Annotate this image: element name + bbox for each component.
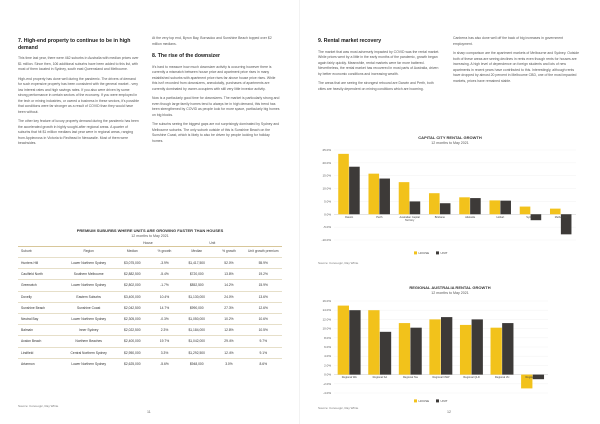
column-header-unit-median: Median [191, 249, 203, 254]
bar-unit [410, 201, 421, 214]
x-tick-label: Regional Vic [494, 376, 510, 380]
y-tick-label: 4.0% [324, 354, 331, 359]
cell-house-median: $2,802,000 [124, 283, 141, 288]
cell-region: Lower Northern Sydney [71, 283, 106, 288]
bar-house [460, 325, 471, 375]
cell-unit-median: $990,000 [189, 305, 204, 310]
cell-house-growth: 10.4% [159, 294, 170, 299]
y-tick-label: 10.0% [322, 326, 331, 331]
x-tick-label: Regional SA [372, 376, 388, 380]
cell-unit-median: $1,042,000 [188, 339, 205, 344]
legend-label-unit: UNIT [440, 399, 448, 403]
bar-house [489, 200, 500, 214]
bar-unit [440, 203, 451, 214]
column-header-house-growth: % growth [157, 249, 172, 254]
table-body [18, 258, 282, 369]
column-header-unit-premium: Unit growth premium [248, 249, 279, 254]
bar-house [399, 182, 410, 214]
page-number-right: 12 [447, 410, 451, 414]
page-number-left: 11 [147, 410, 151, 414]
cell-unit-premium: 12.6% [258, 305, 268, 310]
cell-suburb: Neutral Bay [21, 317, 39, 322]
cell-unit-growth: 14.2% [224, 283, 234, 288]
group-unit-label: Unit [180, 240, 244, 247]
cell-house-growth: 3.3% [160, 350, 169, 355]
y-tick-label: 14.0% [322, 308, 331, 313]
cell-unit-median: $1,292,500 [188, 350, 205, 355]
cell-region: Sunshine Coast [77, 305, 101, 310]
legend-swatch-unit [436, 251, 439, 254]
x-tick-label: Hobart [496, 215, 505, 219]
y-tick-label: 0.0% [324, 212, 331, 217]
cell-house-growth: -3.9% [160, 261, 169, 266]
section-7-column [18, 38, 140, 151]
section-9-paragraph-1: The market that was most adversely impacted by COVID was the rental market. While prices went by a little in the early months of the pandemic, growth began again fairly quickly. Meanwhile, rental markets were far more battered. Nevertheless, the rental market has recovered in most parts of Australia, driven by better economic conditions and increasing wealth. [318, 49, 440, 76]
cell-house-median: $2,022,500 [124, 328, 141, 333]
regional-chart-subtitle: 12 months to May 2021 [431, 290, 469, 295]
cell-house-growth: -1.7% [160, 283, 169, 288]
cell-region: Lower Northern Sydney [71, 361, 106, 366]
bar-house [429, 319, 440, 374]
cell-unit-premium: 13.6% [258, 294, 268, 299]
cell-house-median: $2,042,500 [124, 305, 141, 310]
y-tick-label: 0.0% [324, 372, 331, 377]
capital-chart-subtitle: 12 months to May 2021 [431, 140, 469, 145]
y-tick-label: 5.0% [324, 199, 331, 204]
cell-unit-growth: 12.4% [224, 350, 234, 355]
section-7-paragraph-3: The other key feature of luxury property demand during the pandemic has been the accelerated growth in highly sought-after regional areas. A quarter of suburbs that hit $1 million medians last year were in regional areas, ranging from Applecross in Victoria to Redhead in Newcastle. Most of them were beachsides. [18, 119, 139, 146]
section-7-heading: 7. High-end property to continue to be in high demand [18, 38, 131, 51]
cell-suburb: Hunters Hill [21, 261, 39, 266]
bar-house [368, 174, 379, 215]
capital-city-rental-growth-chart [318, 146, 582, 258]
x-tick-label: Sydney [526, 215, 535, 219]
section-7-paragraph-1: This time last year, there were 462 suburbs in Australia with median prices over $1 million. Since then, 106 additional suburbs have been added to this list, with most of them located in Sydney, south east Queensland and Melbourne. [18, 56, 139, 72]
group-house-label: House [116, 240, 180, 247]
regional-australia-rental-growth-chart [318, 297, 582, 403]
cell-unit-growth: 3.0% [225, 361, 233, 366]
y-tick-label: 8.0% [324, 335, 331, 340]
cell-house-growth: 14.7% [159, 305, 170, 310]
x-tick-label: Perth [376, 215, 383, 219]
legend-label-house: HOUSE [418, 251, 430, 255]
cell-suburb: Artarmon [21, 361, 35, 366]
bar-unit [500, 201, 511, 215]
cell-house-growth: -5.6% [160, 361, 169, 366]
cell-region: Southern Melbourne [73, 272, 104, 277]
y-tick-label: 16.0% [322, 299, 331, 303]
bar-unit [470, 198, 481, 214]
cell-house-median: $3,075,000 [124, 261, 141, 266]
cell-unit-growth: 27.3% [224, 305, 234, 310]
cell-house-median: $2,400,000 [124, 339, 141, 344]
cell-region: Central Northern Sydney [70, 350, 107, 355]
table-row [18, 302, 282, 313]
bar-unit [502, 323, 513, 375]
x-tick-label: Australian Capital Territory [399, 215, 420, 222]
cell-house-median: $2,625,000 [124, 361, 141, 366]
cell-house-growth: -0.3% [160, 317, 169, 322]
table-row [18, 325, 282, 336]
section-8-paragraph-2: Now is a particularly good time for downsizers. The market is particularly strong and even though large family homes tend to always be in high demand, this trend has been strengthened by COVID as people look for more space, particularly big homes on big blocks. [152, 96, 280, 117]
regional-chart-source: Source: CoreLogic, Ray White [318, 406, 359, 410]
section-9-paragraph-2: The areas that are seeing the strongest rebound are Darwin and Perth, both cities are heavily dependent on mining conditions which are booming. [318, 81, 434, 91]
table-header-row [18, 247, 282, 258]
y-tick-label: -10.0% [321, 238, 331, 242]
table-subtitle: 12 months to May 2021 [131, 233, 169, 238]
cell-suburb: Avalon Beach [21, 339, 42, 344]
cell-unit-median: $1,130,000 [188, 294, 205, 299]
bar-house [520, 207, 531, 215]
x-tick-label: Regional Tas [402, 376, 418, 380]
cell-unit-premium: 9.1% [259, 350, 268, 355]
capital-chart-title: CAPITAL CITY RENTAL GROWTH [418, 135, 482, 140]
cell-suburb: Caulfield North [21, 272, 43, 277]
bar-house [491, 328, 502, 375]
bar-house [399, 323, 410, 375]
cell-region: Lower Northern Sydney [71, 317, 106, 322]
x-tick-label: Regional WA [341, 376, 357, 380]
cell-unit-growth: 13.8% [224, 272, 234, 277]
bar-unit [441, 317, 452, 375]
cell-region: Eastern Suburbs [76, 294, 101, 299]
y-tick-label: 25.0% [322, 148, 331, 152]
table-row [18, 313, 282, 324]
section-8-paragraph-3: The suburbs seeing the biggest gaps are not surprisingly dominated by Sydney and Melbourne suburbs. The only suburb outside of this is Sunshine Beach on the Sunshine Coast, which is likely to also be driven by people looking for holiday homes. [152, 122, 280, 143]
premium-suburbs-table [18, 240, 282, 369]
section-9-paragraph-continued: Canberra has also done well off the back of big increases in government employment. [453, 36, 564, 46]
cell-house-median: $3,400,000 [124, 294, 141, 299]
capital-chart-source: Source: CoreLogic, Ray White [318, 261, 359, 265]
cell-house-growth: 2.3% [160, 328, 169, 333]
legend-swatch-house [414, 399, 417, 402]
table-title: PREMIUM SUBURBS WHERE UNITS ARE GROWING FASTER THAN HOUSES [76, 228, 224, 233]
section-9-heading: 9. Rental market recovery [318, 38, 382, 44]
bar-house [550, 209, 561, 215]
cell-suburb: Sunshine Beach [21, 305, 46, 310]
cell-unit-growth: 10.2% [224, 317, 234, 322]
cell-unit-growth: 12.8% [224, 328, 234, 333]
y-tick-label: -4.0% [323, 391, 331, 395]
x-tick-label: Brisbane [434, 215, 445, 219]
table-row [18, 258, 282, 269]
bar-unit [472, 319, 483, 374]
bar-house [368, 310, 379, 374]
cell-unit-median: $720,000 [189, 272, 204, 277]
cell-unit-median: $852,500 [189, 283, 204, 288]
cell-unit-median: $948,000 [189, 361, 204, 366]
table-row [18, 358, 282, 369]
right-page [300, 0, 600, 424]
cell-house-growth: 19.7% [159, 339, 170, 344]
bar-unit [349, 310, 360, 374]
cell-unit-premium: 10.6% [258, 317, 268, 322]
cell-house-median: $2,950,000 [124, 350, 141, 355]
cell-suburb: Balmain [21, 328, 33, 333]
bar-house [338, 306, 349, 375]
section-7-paragraph-2: High-end property has done well during the pandemic. The drivers of demand for such expensive property has been consistent with the general market - very low interest rates and high savings rates. If you also were driven by some strong performance in certain sectors of the economy. If you were employed in the tech or mining industries, or owned a business in these sectors, it's possible that conditions were far stronger as a result of COVID than they would have been without. [18, 76, 140, 114]
regional-chart-title: REGIONAL AUSTRALIA RENTAL GROWTH [409, 285, 491, 290]
section-8-column [152, 36, 280, 148]
cell-region: Northern Beaches [75, 339, 102, 344]
bar-unit [410, 328, 421, 375]
table-source: Source: CoreLogic, Ray White [18, 404, 59, 408]
cell-unit-premium: 19.2% [258, 272, 268, 277]
table-row [18, 269, 282, 280]
x-tick-label: Darwin [345, 215, 354, 219]
table-row [18, 347, 282, 358]
x-tick-label: Melbourne [554, 215, 568, 219]
cell-unit-median: $1,050,000 [188, 317, 205, 322]
table-row [18, 291, 282, 302]
cell-unit-growth: 24.0% [224, 294, 234, 299]
bar-unit [380, 332, 391, 375]
cell-unit-premium: 8.6% [259, 361, 268, 366]
table-row [18, 280, 282, 291]
cell-region: Inner Sydney [78, 328, 99, 333]
column-header-region: Region [83, 249, 94, 254]
column-header-house-median: Median [126, 249, 138, 254]
cell-suburb: Lindfield [21, 350, 34, 355]
bar-unit [379, 179, 390, 215]
cell-unit-premium: 55.9% [258, 261, 268, 266]
y-tick-label: 2.0% [324, 363, 331, 368]
legend-swatch-unit [436, 399, 439, 402]
section-8-heading: 8. The rise of the downsizer [152, 53, 221, 60]
cell-unit-premium: 9.7% [259, 339, 268, 344]
y-tick-label: 20.0% [322, 160, 331, 165]
bar-unit [349, 167, 360, 215]
bar-house [429, 193, 440, 214]
x-tick-label: Adelaide [465, 215, 476, 219]
cell-house-growth: -5.4% [160, 272, 169, 277]
section-9-column-2 [453, 36, 581, 88]
section-7-paragraph-continued: At the very top end, Byron Bay, Bornadoo and Sunshine Beach topped over $2 million medians. [152, 36, 272, 46]
y-tick-label: 15.0% [322, 173, 331, 178]
cell-region: Lower Northern Sydney [71, 261, 106, 266]
cell-unit-median: $1,417,500 [188, 261, 205, 266]
section-8-paragraph-1: It's hard to measure how much downsizer activity is occurring however there is currently a mismatch between house price and apartment price rises in many established suburbs with apartment price rises far above house price rises. While this isn't recorded from downsizers, anecdotally, purchases of apartments are currently dominated by owner-occupiers with still very little investor activity. [152, 64, 276, 91]
section-9-column [318, 38, 442, 96]
y-tick-label: 12.0% [322, 317, 331, 322]
cell-unit-premium: 15.9% [258, 283, 268, 288]
cell-house-median: $2,882,500 [124, 272, 141, 277]
cell-unit-premium: 10.5% [258, 328, 268, 333]
x-tick-label: Regional QLD [463, 376, 480, 380]
cell-unit-growth: 52.0% [224, 261, 234, 266]
cell-unit-growth: 29.4% [224, 339, 234, 344]
legend-label-house: HOUSE [418, 399, 430, 403]
y-tick-label: -2.0% [323, 381, 331, 386]
cell-unit-median: $1,184,000 [188, 328, 205, 333]
cell-suburb: Dovelly [21, 294, 32, 299]
y-tick-label: -5.0% [323, 225, 331, 230]
legend-label-unit: UNIT [440, 251, 448, 255]
legend-swatch-house [414, 251, 417, 254]
bar-house [338, 154, 349, 214]
section-9-paragraph-continued-2: In sharp comparison are the apartment markets of Melbourne and Sydney. Outside both of these areas are seeing declines in rents even though rents for houses are increasing. A high level of dependence on foreign students and lots of new apartments in recent years have contributed to this. Interestingly, although rents have dropped by almost 20 percent in Melbourne CBD, one of the most impacted markets, prices have remained stable. [453, 51, 580, 83]
x-tick-label: Regional NSW [432, 376, 450, 380]
cell-house-median: $2,305,000 [124, 317, 141, 322]
x-tick-label: Regional NT [525, 376, 540, 380]
y-tick-label: 6.0% [324, 345, 331, 349]
column-header-suburb: Suburb [21, 249, 32, 254]
cell-suburb: Greenwich [21, 283, 37, 288]
y-tick-label: 10.0% [322, 186, 331, 191]
table-row [18, 336, 282, 347]
column-header-unit-growth: % growth [222, 249, 236, 254]
bar-house [459, 197, 470, 214]
